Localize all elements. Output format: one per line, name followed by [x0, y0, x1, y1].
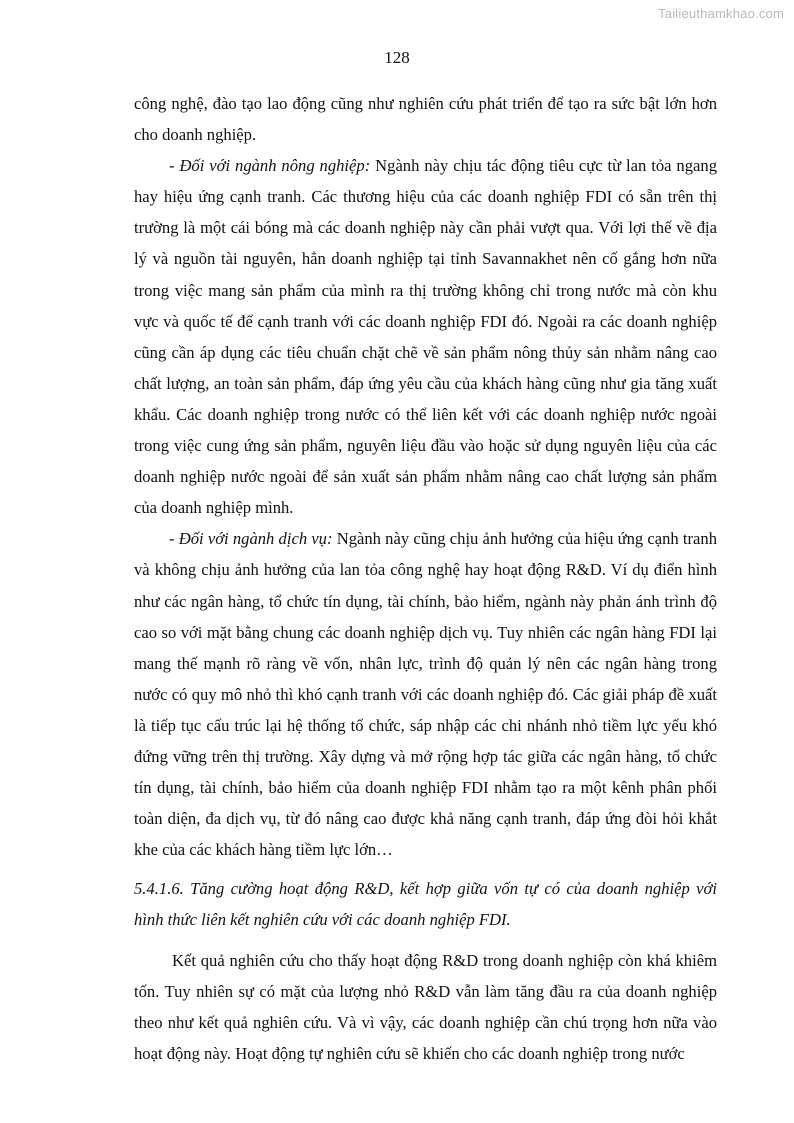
paragraph-continuation: công nghệ, đào tạo lao động cũng như nghiên cứu phát triển để tạo ra sức bật lớn hơn cho doanh nghiệp. [134, 94, 717, 145]
paragraph-lead-agriculture: - Đối với ngành nông nghiệp: [169, 156, 371, 176]
section-heading: 5.4.1.6. Tăng cường hoạt động R&D, kết hợp giữa vốn tự có của doanh nghiệp với hình thức liên kết nghiên cứu với các doanh nghiệp FDI. [134, 879, 717, 930]
paragraph-lead-services: - Đối với ngành dịch vụ: [169, 529, 333, 549]
paragraph-body-services: Ngành này cũng chịu ảnh hưởng của hiệu ứng cạnh tranh và không chịu ảnh hưởng của lan tỏa công nghệ hay hoạt động R&D. Ví dụ điển hình như các ngân hàng, tổ chức tín dụng, tài chính, bảo hiểm, ngành này phản ánh trình độ cao so với mặt bằng chung các doanh nghiệp dịch vụ. Tuy nhiên các ngân hàng FDI lại mang thế mạnh rõ ràng về vốn, nhân lực, trình độ quản lý nên các ngân hàng trong nước có quy mô nhỏ thì khó cạnh tranh với các doanh nghiệp đó. Các giải pháp đề xuất là tiếp tục cấu trúc lại hệ thống tổ chức, sáp nhập các chi nhánh nhỏ tiềm lực yếu khó đứng vững trên thị trường. Xây dựng và mở rộng hợp tác giữa các ngân hàng, tổ chức tín dụng, tài chính, bảo hiểm của doanh nghiệp FDI nhằm tạo ra một kênh phân phối toàn diện, đa dịch vụ, từ đó nâng cao được khả năng cạnh tranh, đáp ứng đòi hỏi khắt khe của các khách hàng tiềm lực lớn… [134, 529, 717, 860]
paragraph-rd: Kết quả nghiên cứu cho thấy hoạt động R&D trong doanh nghiệp còn khá khiêm tốn. Tuy nhiên sự có mặt của lượng nhỏ R&D vẫn làm tăng đầu ra của doanh nghiệp theo như kết quả nghiên cứu. Và vì vậy, các doanh nghiệp cần chú trọng hơn nữa vào hoạt động này. Hoạt động tự nghiên cứu sẽ khiến cho các doanh nghiệp trong nước [134, 950, 717, 1063]
document-body [134, 88, 717, 1069]
paragraph-body-agriculture: Ngành này chịu tác động tiêu cực từ lan tỏa ngang hay hiệu ứng cạnh tranh. Các thương hiệu của các doanh nghiệp FDI có sẵn trên thị trường là một cái bóng mà các doanh nghiệp này cần phải vượt qua. Với lợi thế về địa lý và nguồn tài nguyên, hẳn doanh nghiệp tại tỉnh Savannakhet nên cố gắng hơn nữa trong việc mang sản phẩm của mình ra thị trường không chỉ trong nước mà còn khu vực và quốc tế để cạnh tranh với các doanh nghiệp FDI đó. Ngoài ra các doanh nghiệp cũng cần áp dụng các tiêu chuẩn chặt chẽ về sản phẩm nông thủy sản nhằm nâng cao chất lượng, an toàn sản phẩm, đáp ứng yêu cầu của khách hàng cũng như gia tăng xuất khẩu. Các doanh nghiệp trong nước có thể liên kết với các doanh nghiệp nước ngoài trong việc cung ứng sản phẩm, nguyên liệu đầu vào hoặc sử dụng nguyên liệu của các doanh nghiệp nước ngoài để sản xuất sản phẩm nhằm nâng cao chất lượng sản phẩm của doanh nghiệp mình. [134, 156, 717, 518]
paragraph-agriculture [134, 150, 717, 523]
watermark: Tailieuthamkhao.com [658, 6, 784, 21]
paragraph-services [134, 523, 717, 865]
page-number: 128 [384, 48, 410, 67]
